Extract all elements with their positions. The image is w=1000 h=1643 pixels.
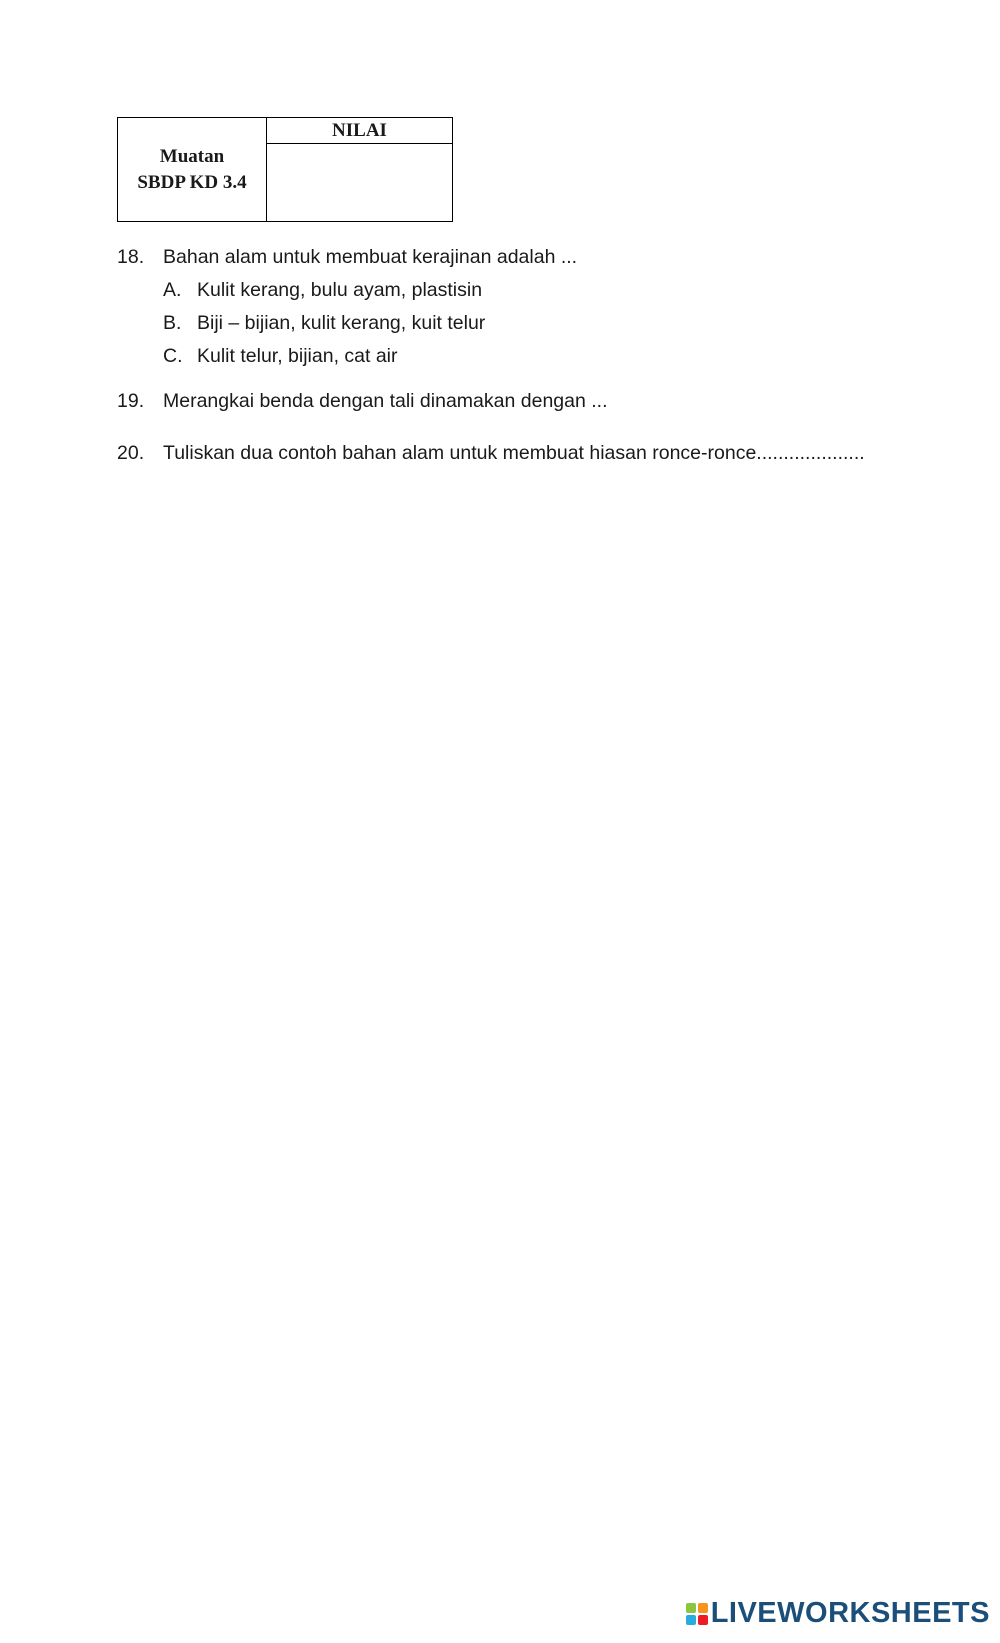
question-18	[117, 245, 577, 269]
question-19	[117, 389, 608, 413]
option-letter: A.	[163, 279, 182, 301]
subject-line-2: SBDP KD 3.4	[137, 171, 247, 193]
brand-text: LIVEWORKSHEETS	[710, 1597, 990, 1629]
question-20	[117, 441, 865, 465]
option-text: Kulit telur, bijian, cat air	[197, 345, 398, 367]
score-value-box[interactable]	[267, 144, 453, 222]
option-a[interactable]	[163, 278, 482, 302]
question-text: Merangkai benda dengan tali dinamakan dengan ...	[163, 390, 608, 412]
score-label: NILAI	[267, 118, 453, 144]
subject-line-1: Muatan	[159, 145, 225, 167]
question-text: Tuliskan dua contoh bahan alam untuk membuat hiasan ronce-ronce....................	[163, 442, 865, 464]
option-text: Kulit kerang, bulu ayam, plastisin	[197, 279, 483, 301]
liveworksheets-brand	[686, 1597, 990, 1630]
option-c[interactable]	[163, 344, 398, 368]
subject-cell	[118, 118, 267, 222]
question-number: 18.	[117, 246, 145, 268]
score-table	[117, 117, 453, 222]
option-letter: B.	[163, 312, 182, 334]
question-number: 19.	[117, 390, 145, 412]
option-b[interactable]	[163, 311, 485, 335]
liveworksheets-logo-icon	[686, 1603, 708, 1625]
option-letter: C.	[163, 345, 183, 367]
question-text: Bahan alam untuk membuat kerajinan adalah ...	[163, 246, 578, 268]
option-text: Biji – bijian, kulit kerang, kuit telur	[197, 312, 486, 334]
question-number: 20.	[117, 442, 145, 464]
